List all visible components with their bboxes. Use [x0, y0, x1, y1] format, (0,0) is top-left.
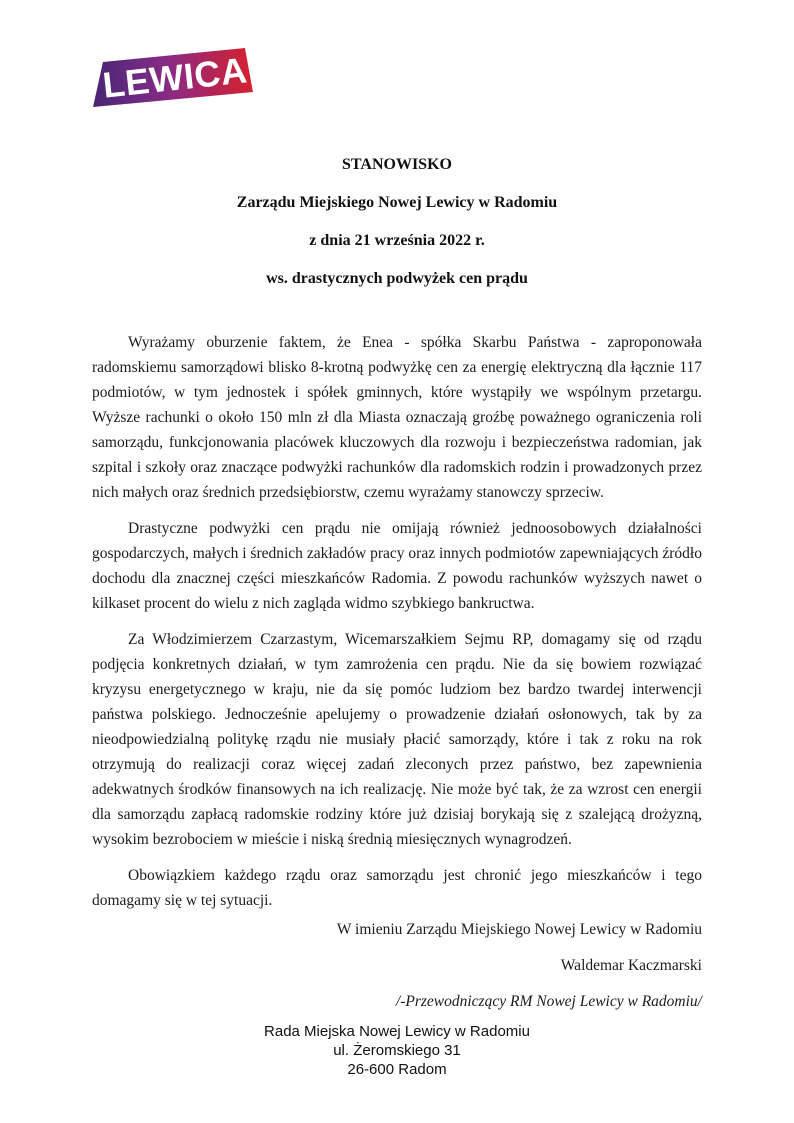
footer-city: 26-600 Radom: [347, 1061, 447, 1078]
statement-subject: ws. drastycznych podwyżek cen prądu: [266, 270, 528, 287]
signature-name: Waldemar Kaczmarski: [560, 957, 702, 974]
footer-street: ul. Żeromskiego 31: [333, 1042, 461, 1059]
document-header: [92, 146, 702, 298]
lewica-logo: [88, 42, 262, 114]
statement-body: [92, 330, 702, 924]
statement-paragraph-4: Obowiązkiem każdego rządu oraz samorządu jest chronić jego mieszkańców i tego domagamy się w tej sytuacji.: [92, 867, 702, 909]
statement-issuer: Zarządu Miejskiego Nowej Lewicy w Radomiu: [236, 194, 558, 211]
statement-paragraph-3: Za Włodzimierzem Czarzastym, Wicemarszałkiem Sejmu RP, domagamy się od rządu podjęcia konkretnych działań, w tym zamrożenia cen prądu. Nie da się bowiem rozwiązać kryzysu energetycznego w kraju, nie da się pomóc ludziom bez bardzo twardej interwencji państwa polskiego. Jednocześnie apelujemy o prowadzenie działań osłonowych, tak by za nieodpowiedzialną politykę rządu nie musiały płacić samorządy, które i tak z roku na rok otrzymują do realizacji coraz więcej zadań zleconych przez państwo, bez zapewnienia adekwatnych środków finansowych na ich realizację. Nie może być tak, że za wzrost cen energii dla samorządu zapłacą radomskie rodziny które już dzisiaj borykają się z szalejącą drożyzną, wysokim bezrobociem w mieście i niską średnią miesięcznych wynagrodzeń.: [92, 631, 702, 848]
signature-on-behalf: W imieniu Zarządu Miejskiego Nowej Lewicy w Radomiu: [336, 921, 702, 938]
statement-date: z dnia 21 września 2022 r.: [309, 232, 485, 249]
footer-address: [92, 1022, 702, 1079]
statement-paragraph-2: Drastyczne podwyżki cen prądu nie omijają również jednoosobowych działalności gospodarczych, małych i średnich zakładów pracy oraz innych podmiotów zapewniających źródło dochodu dla znacznej części mieszkańców Radomia. Z powodu rachunków wyższych nawet o kilkaset procent do wielu z nich zagląda widmo szybkiego bankructwa.: [92, 520, 702, 612]
statement-title: STANOWISKO: [342, 156, 452, 173]
lewica-logo-wordmark: LEWICA: [100, 49, 250, 106]
statement-paragraph-1: Wyrażamy oburzenie faktem, że Enea - spółka Skarbu Państwa - zaproponowała radomskiemu samorządowi blisko 8-krotną podwyżkę cen za energię elektryczną dla łącznie 117 podmiotów, w tym jednostek i spółek gminnych, które wystąpiły we wspólnym przetargu. Wyższe rachunki o około 150 mln zł dla Miasta oznaczają groźbę poważnego ograniczenia roli samorządu, funkcjonowania placówek kluczowych dla rozwoju i bezpieczeństwa radomian, jak szpital i szkoły oraz znaczące podwyżki rachunków dla radomskich rodzin i prowadzonych przez nich małych oraz średnich przedsiębiorstw, czemu wyrażamy stanowczy sprzeciw.: [92, 334, 702, 501]
signature-role: /-Przewodniczący RM Nowej Lewicy w Radomiu/: [395, 993, 702, 1010]
signature-block: [92, 912, 702, 1020]
footer-organization: Rada Miejska Nowej Lewicy w Radomiu: [264, 1023, 530, 1040]
